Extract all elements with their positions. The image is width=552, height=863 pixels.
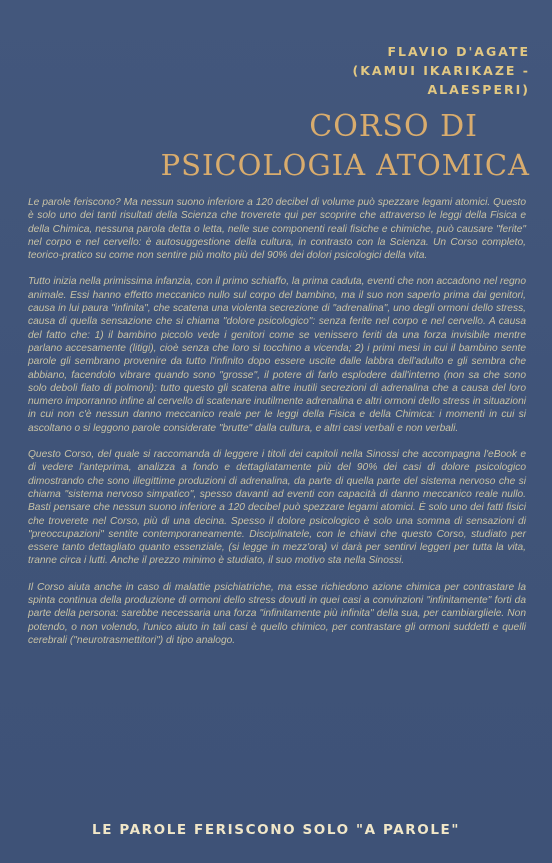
title-line-1: CORSO DI bbox=[309, 109, 478, 144]
tagline: LE PAROLE FERISCONO SOLO "A PAROLE" bbox=[92, 822, 460, 838]
description-text bbox=[28, 196, 526, 660]
title-line-2: PSICOLOGIA ATOMICA bbox=[160, 148, 530, 182]
book-title bbox=[60, 108, 530, 184]
paragraph-1: Le parole feriscono? Ma nessun suono inferiore a 120 decibel di volume può spezzare legami atomici. Questo è solo uno dei tanti risultati della Scienza che troverete qui per scoprire che attraverso le leggi della Fisica e della Chimica, nessuna parola detta o letta, nelle sue componenti reali fisiche e chimiche, può causare "ferite" nel corpo e nel cervello: è autosuggestione della cultura, in contrasto con la Scienza. Un Corso completo, teorico-pratico su come non sentire più molto più del 90% dei dolori psicologici della vita. bbox=[28, 197, 526, 262]
author-line-2: (KAMUI IKARIKAZE - bbox=[352, 63, 530, 78]
paragraph-3: Questo Corso, del quale si raccomanda di leggere i titoli dei capitoli nella Sinossi che accompagna l'eBook e di vedere l'anteprima, analizza a fondo e dettagliatamente più del 90% dei casi di dolore psicologico dimostrando che sono illegittime produzioni di adrenalina, da parte di quella parte del sistema nervoso che si chiama "sistema nervoso simpatico", spesso davanti ad eventi con capacità di danno meccanico reale nullo. Basti pensare che nessun suono inferiore a 120 decibel può spezzare legami atomici. È solo uno dei fatti fisici che troverete nel Corso, più di una decina. Spesso il dolore psicologico è solo una somma di sensazioni di "preoccupazioni" sentite contemporaneamente. Disciplinatele, con le chiavi che questo Corso, studiato per essere tanto dettagliato quanto essenziale, (si legge in mezz'ora) vi darà per sentirvi leggeri per tutta la vita, tranne circa i lutti. Anche il prezzo minimo è studiato, il suo motivo sta nella Sinossi. bbox=[28, 449, 526, 567]
author-name bbox=[310, 42, 530, 99]
paragraph-2: Tutto inizia nella primissima infanzia, con il primo schiaffo, la prima caduta, eventi che non accadono nel regno animale. Essi hanno effetto meccanico nullo sul corpo del bambino, ma il suo non saperlo prima dai genitori, causa in lui paura "infinita", che scatena una violenta secrezione di "adrenalina", uno degli ormoni dello stress, causa di quella sensazione che si chiama "dolore psicologico": senza ferite nel corpo e nel cervello. A causa del fatto che: 1) il bambino piccolo vede i genitori come se venissero feriti da una forza invisibile mentre parlano accesamente (litigi), cioè senza che loro si tocchino a vicenda; 2) i primi mesi in cui il bambino sente parole gli sembrano provenire da tutto l'infinito dopo essere uscite dalle labbra dell'adulto e gli sembra che abbiano, facendolo vibrare quando sono "grosse", il potere di farlo esplodere dall'interno (non sa che sono solo deboli fiato di polmoni): tutto questo gli scatena altre inutili secrezioni di adrenalina che a causa del loro numero imporranno infine al cervello di scatenare inutilmente adrenalina e altri ormoni dello stress in situazioni in cui non c'è nessun danno meccanico reale per le leggi della Fisica e della Chimica: i momenti in cui si ascoltano o si leggono parole considerate "brutte" dalla cultura, e altri casi verbali e non verbali. bbox=[28, 276, 526, 434]
paragraph-4: Il Corso aiuta anche in caso di malattie psichiatriche, ma esse richiedono azione chimica per contrastare la spinta continua della produzione di ormoni dello stress dovuti in quei casi a convinzioni "infinitamente" forti da parte della persona: sarebbe necessaria una forza "infinitamente più infinita" della sua, per cambiargliele. Non potendo, o non volendo, l'unico aiuto in tali casi è quello chimico, per contrastare gli ormoni suddetti e quelli cerebrali ("neurotrasmettitori") di tipo analogo. bbox=[28, 581, 526, 646]
author-line-1: FLAVIO D'AGATE bbox=[387, 44, 530, 59]
author-line-3: ALAESPERI) bbox=[427, 82, 530, 97]
